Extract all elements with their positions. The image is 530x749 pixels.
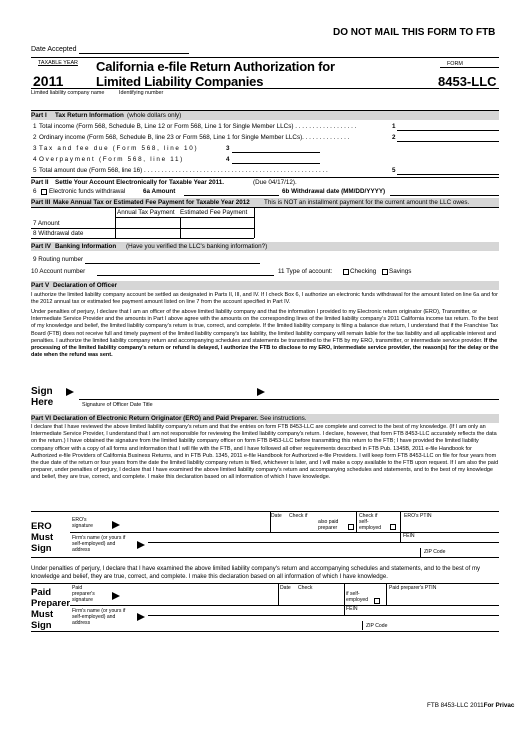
part6-heading: Declaration of Electronic Return Originator (ERO) and Paid Preparer. bbox=[53, 415, 259, 422]
ero-signature-label: ERO's signature bbox=[72, 517, 93, 529]
ero-self-employed-label: Check if self-employed bbox=[359, 513, 382, 531]
line-6b-date[interactable] bbox=[390, 195, 499, 196]
line-5-amount[interactable] bbox=[397, 174, 499, 175]
line-4-num: 4 bbox=[33, 156, 37, 163]
preparer-zip-label: ZIP Code bbox=[366, 623, 388, 629]
part1-heading: Tax Return Information bbox=[55, 112, 124, 119]
part3-heading-tail: This is NOT an installment payment for the current amount the LLC owes. bbox=[264, 199, 470, 206]
checking-checkbox[interactable] bbox=[343, 269, 349, 275]
tax-year: 2011 bbox=[33, 73, 64, 89]
line-2-amount[interactable] bbox=[397, 141, 499, 142]
annual-tax-payment-header: Annual Tax Payment bbox=[117, 209, 175, 216]
line-6-text: Electronic funds withdrawal bbox=[49, 188, 126, 195]
line-9-label: 9 Routing number bbox=[33, 256, 84, 263]
line-8-estimated-fee-date[interactable] bbox=[181, 229, 253, 237]
form-label: FORM bbox=[447, 61, 463, 67]
line-6a-amount[interactable] bbox=[184, 195, 279, 196]
ero-must-sign-label: ERO Must Sign bbox=[31, 521, 54, 554]
preparer-firm-name-label: Firm's name (or yours if self-employed) and address bbox=[72, 608, 126, 627]
savings-label: Savings bbox=[389, 268, 412, 275]
ero-firm-arrow-icon bbox=[137, 541, 145, 549]
estimated-fee-payment-header: Estimated Fee Payment bbox=[180, 209, 248, 216]
line-6-num: 6 bbox=[33, 188, 37, 195]
line-5-num: 5 bbox=[33, 167, 37, 174]
preparer-check-label: Check bbox=[298, 585, 313, 591]
ero-sign-arrow-icon bbox=[112, 521, 120, 529]
line-5-box: 5 bbox=[392, 167, 396, 174]
preparer-fein-label: FEIN bbox=[346, 606, 358, 612]
line-3-box: 3 bbox=[226, 145, 230, 152]
sign-arrow-icon bbox=[66, 388, 74, 396]
company-name-label: Limited liability company name bbox=[31, 90, 105, 96]
line-5-text: Total amount due (Form 568, line 16) . . . . . . . . . . . . . . . . . . . . . . . . . . . . . . . . . . . . . . . . . . . . . . . . . . . . . bbox=[39, 167, 328, 174]
part1-title: Part I bbox=[31, 112, 47, 119]
do-not-mail-notice: DO NOT MAIL THIS FORM TO FTB bbox=[333, 27, 496, 38]
line-6b-label: 6b Withdrawal date (MM/DD/YYYY) bbox=[282, 188, 386, 195]
routing-number-field[interactable] bbox=[85, 263, 260, 264]
part6-note: See instructions. bbox=[260, 415, 307, 422]
preparer-date-label: Date bbox=[280, 585, 291, 591]
part2-title: Part II bbox=[31, 179, 49, 186]
line-7-label: 7 Amount bbox=[33, 220, 60, 227]
part3-heading: Make Annual Tax or Estimated Fee Payment for Taxable Year 2012 bbox=[53, 199, 250, 206]
paid-preparer-must-sign-label: Paid Preparer Must Sign bbox=[31, 587, 71, 631]
part3-title: Part III bbox=[31, 199, 51, 206]
line-1-text: Total income (Form 568, Schedule B, Line 12 or Form 568, Line 1 for Single Member LLCs) . . . . . . . . . . . . . . . . . . bbox=[39, 123, 357, 130]
preparer-ptin-label: Paid preparer's PTIN bbox=[389, 585, 437, 591]
preparer-sign-arrow-icon bbox=[112, 592, 120, 600]
line-7-estimated-fee-amount[interactable] bbox=[181, 219, 253, 227]
ero-date-label: Date bbox=[271, 513, 282, 519]
line-2-box: 2 bbox=[392, 134, 396, 141]
preparer-declaration-text: Under penalties of perjury, I declare that I have examined the above limited liability company's return and accompanying schedules and statements, and to the best of my knowledge and belief, they are true, correct, and complete. I make this declaration based on all information of which I have knowledge. bbox=[31, 566, 480, 580]
taxable-year-label: TAXABLE YEAR bbox=[38, 60, 78, 66]
date-accepted-field[interactable] bbox=[79, 53, 189, 54]
part5-heading: Declaration of Officer bbox=[53, 282, 118, 289]
line-4-box: 4 bbox=[226, 156, 230, 163]
officer-signature-caption: Signature of Officer Date Title bbox=[82, 402, 153, 408]
line-1-amount[interactable] bbox=[397, 130, 499, 131]
preparer-signature-label: Paid preparer's signature bbox=[72, 585, 95, 603]
date-arrow-icon bbox=[257, 388, 265, 396]
line-3-amount[interactable] bbox=[232, 152, 320, 153]
part5-title: Part V bbox=[31, 282, 50, 289]
ero-check-if-label: Check if bbox=[289, 513, 308, 519]
preparer-self-employed-checkbox[interactable] bbox=[374, 598, 380, 604]
part1-note: (whole dollars only) bbox=[127, 112, 182, 119]
line-4-amount[interactable] bbox=[232, 163, 320, 164]
line-4-text: Overpayment (Form 568, line 11) bbox=[39, 156, 184, 163]
part4-title: Part IV bbox=[31, 243, 51, 250]
checking-label: Checking bbox=[350, 268, 377, 275]
form-number: 8453-LLC bbox=[438, 74, 497, 89]
line-1-num: 1 bbox=[33, 123, 37, 130]
savings-checkbox[interactable] bbox=[382, 269, 388, 275]
line-1-box: 1 bbox=[392, 123, 396, 130]
preparer-firm-arrow-icon bbox=[137, 613, 145, 621]
part2-heading: Settle Your Account Electronically for Taxable Year 2011. bbox=[55, 179, 225, 186]
line-3-text: Tax and fee due (Form 568, line 10) bbox=[39, 145, 199, 152]
line-3-num: 3 bbox=[33, 145, 37, 152]
account-number-field[interactable] bbox=[97, 275, 274, 276]
ero-declaration-text: I declare that I have reviewed the above limited liability company's return and that the entries on form FTB 8453-LLC are complete and correct to the best of my knowledge. (If I am only an Intermediate Service Provider, I understand that I am not responsible for reviewing the limited liability company's return. I declare, however, that form FTB 8453-LLC accurately reflects the data on the return.) I have obtained the signature from the limited liability company officer on form FTB 8453-LLC before transmitting this return to the FTB; I have provided the limited liability company officer with a copy of all forms and information that I will file with the FTB, and I have followed all other requirements described in FTB Pub. 1345B, 2011 e-file Handbook for Authorized e-file Providers of California Business Returns, and in FTB Pub. 1345, 2011 e-file Handbook for Authorized e-file Providers. I will keep form FTB 8453-LLC on file for four years from the due date of the return or four years from the date the limited liability company return is filed, whichever is later, and I will make a copy available to the FTB upon request. If I am also the paid preparer, under penalties of perjury, I declare that I have examined the above limited liability company's return and accompanying schedules and statements, and to the best of my knowledge and belief, they are true, correct, and complete. I make this declaration based on all information of which I have knowledge. bbox=[31, 424, 499, 481]
form-title-line1: California e-file Return Authorization for bbox=[96, 59, 335, 74]
here-label: Here bbox=[31, 397, 54, 408]
officer-authorization-text: I authorize the limited liability company account be settled as designated in Parts II, III, and IV. If I check Box 6, I authorize an electronic funds withdrawal for the amount listed on line 6a and for the 2012 annual tax or estimated fee payment amount listed on line 7 from the account specified in Part IV. bbox=[31, 292, 498, 306]
line-8-annual-tax-date[interactable] bbox=[116, 229, 179, 237]
identifying-number-label: Identifying number bbox=[119, 90, 164, 96]
line-8-label: 8 Withdrawal date bbox=[33, 230, 84, 237]
sign-label: Sign bbox=[31, 386, 53, 397]
officer-signature-line[interactable] bbox=[79, 399, 499, 400]
officer-declaration-text: Under penalties of perjury, I declare that I am an officer of the above limited liability company and that the information I provided to my Electronic return originator (ERO), Transmitter, or Intermediate Service Provider and the amounts in Part I above agree with the amounts on the corresponding lines of the limited liability company's 2011 California income tax return. To the best of my knowledge and belief, the limited liability company's return is true, correct, and complete. If the limited liability company is filing a balance due return, I understand that if the Franchise Tax Board (FTB) does not receive full and timely payment of the limited liability company's tax liability, the limited liability company will remain liable for the tax liability and all applicable interest and penalties. I authorize the limited liability company return and accompanying schedules and statements be transmitted to the FTB by my ERO, transmitter, or intermediate service provider. If the processing of the limited liability company's return or refund is delayed, I authorize the FTB to disclose to my ERO, intermediate service provider, the reason(s) for the delay or the date when the refund was sent. bbox=[31, 309, 499, 359]
electronic-funds-checkbox[interactable] bbox=[41, 189, 47, 195]
line-11-label: 11 Type of account: bbox=[278, 268, 333, 275]
line-6a-label: 6a Amount bbox=[143, 188, 176, 195]
form-title-line2: Limited Liability Companies bbox=[96, 74, 264, 89]
ero-zip-label: ZIP Code bbox=[424, 549, 446, 555]
line-2-num: 2 bbox=[33, 134, 37, 141]
ero-firm-name-label: Firm's name (or yours if self-employed) and address bbox=[72, 535, 126, 554]
line-7-annual-tax-amount[interactable] bbox=[116, 219, 179, 227]
part4-heading: Banking Information bbox=[55, 243, 117, 250]
part4-note: (Have you verified the LLC's banking information?) bbox=[126, 243, 268, 250]
preparer-self-employed-label: if self-employed bbox=[346, 591, 369, 603]
date-accepted-label: Date Accepted bbox=[31, 46, 77, 53]
part2-note: (Due 04/17/12). bbox=[253, 179, 297, 186]
also-paid-preparer-label: also paid preparer bbox=[318, 519, 339, 531]
ero-self-employed-checkbox[interactable] bbox=[390, 524, 396, 530]
part6-title: Part VI bbox=[31, 415, 51, 422]
line-10-label: 10 Account number bbox=[31, 268, 86, 275]
line-2-text: Ordinary income (Form 568, Schedule B, line 23 or Form 568, Line 1 for Single Member LLCs). . . . . . . . . . . . . . bbox=[39, 134, 350, 141]
ero-ptin-label: ERO's PTIN bbox=[404, 513, 432, 519]
footer-form-id: FTB 8453-LLC 2011For Privac bbox=[427, 702, 515, 709]
ero-fein-label: FEIN bbox=[403, 533, 415, 539]
also-paid-preparer-checkbox[interactable] bbox=[348, 524, 354, 530]
